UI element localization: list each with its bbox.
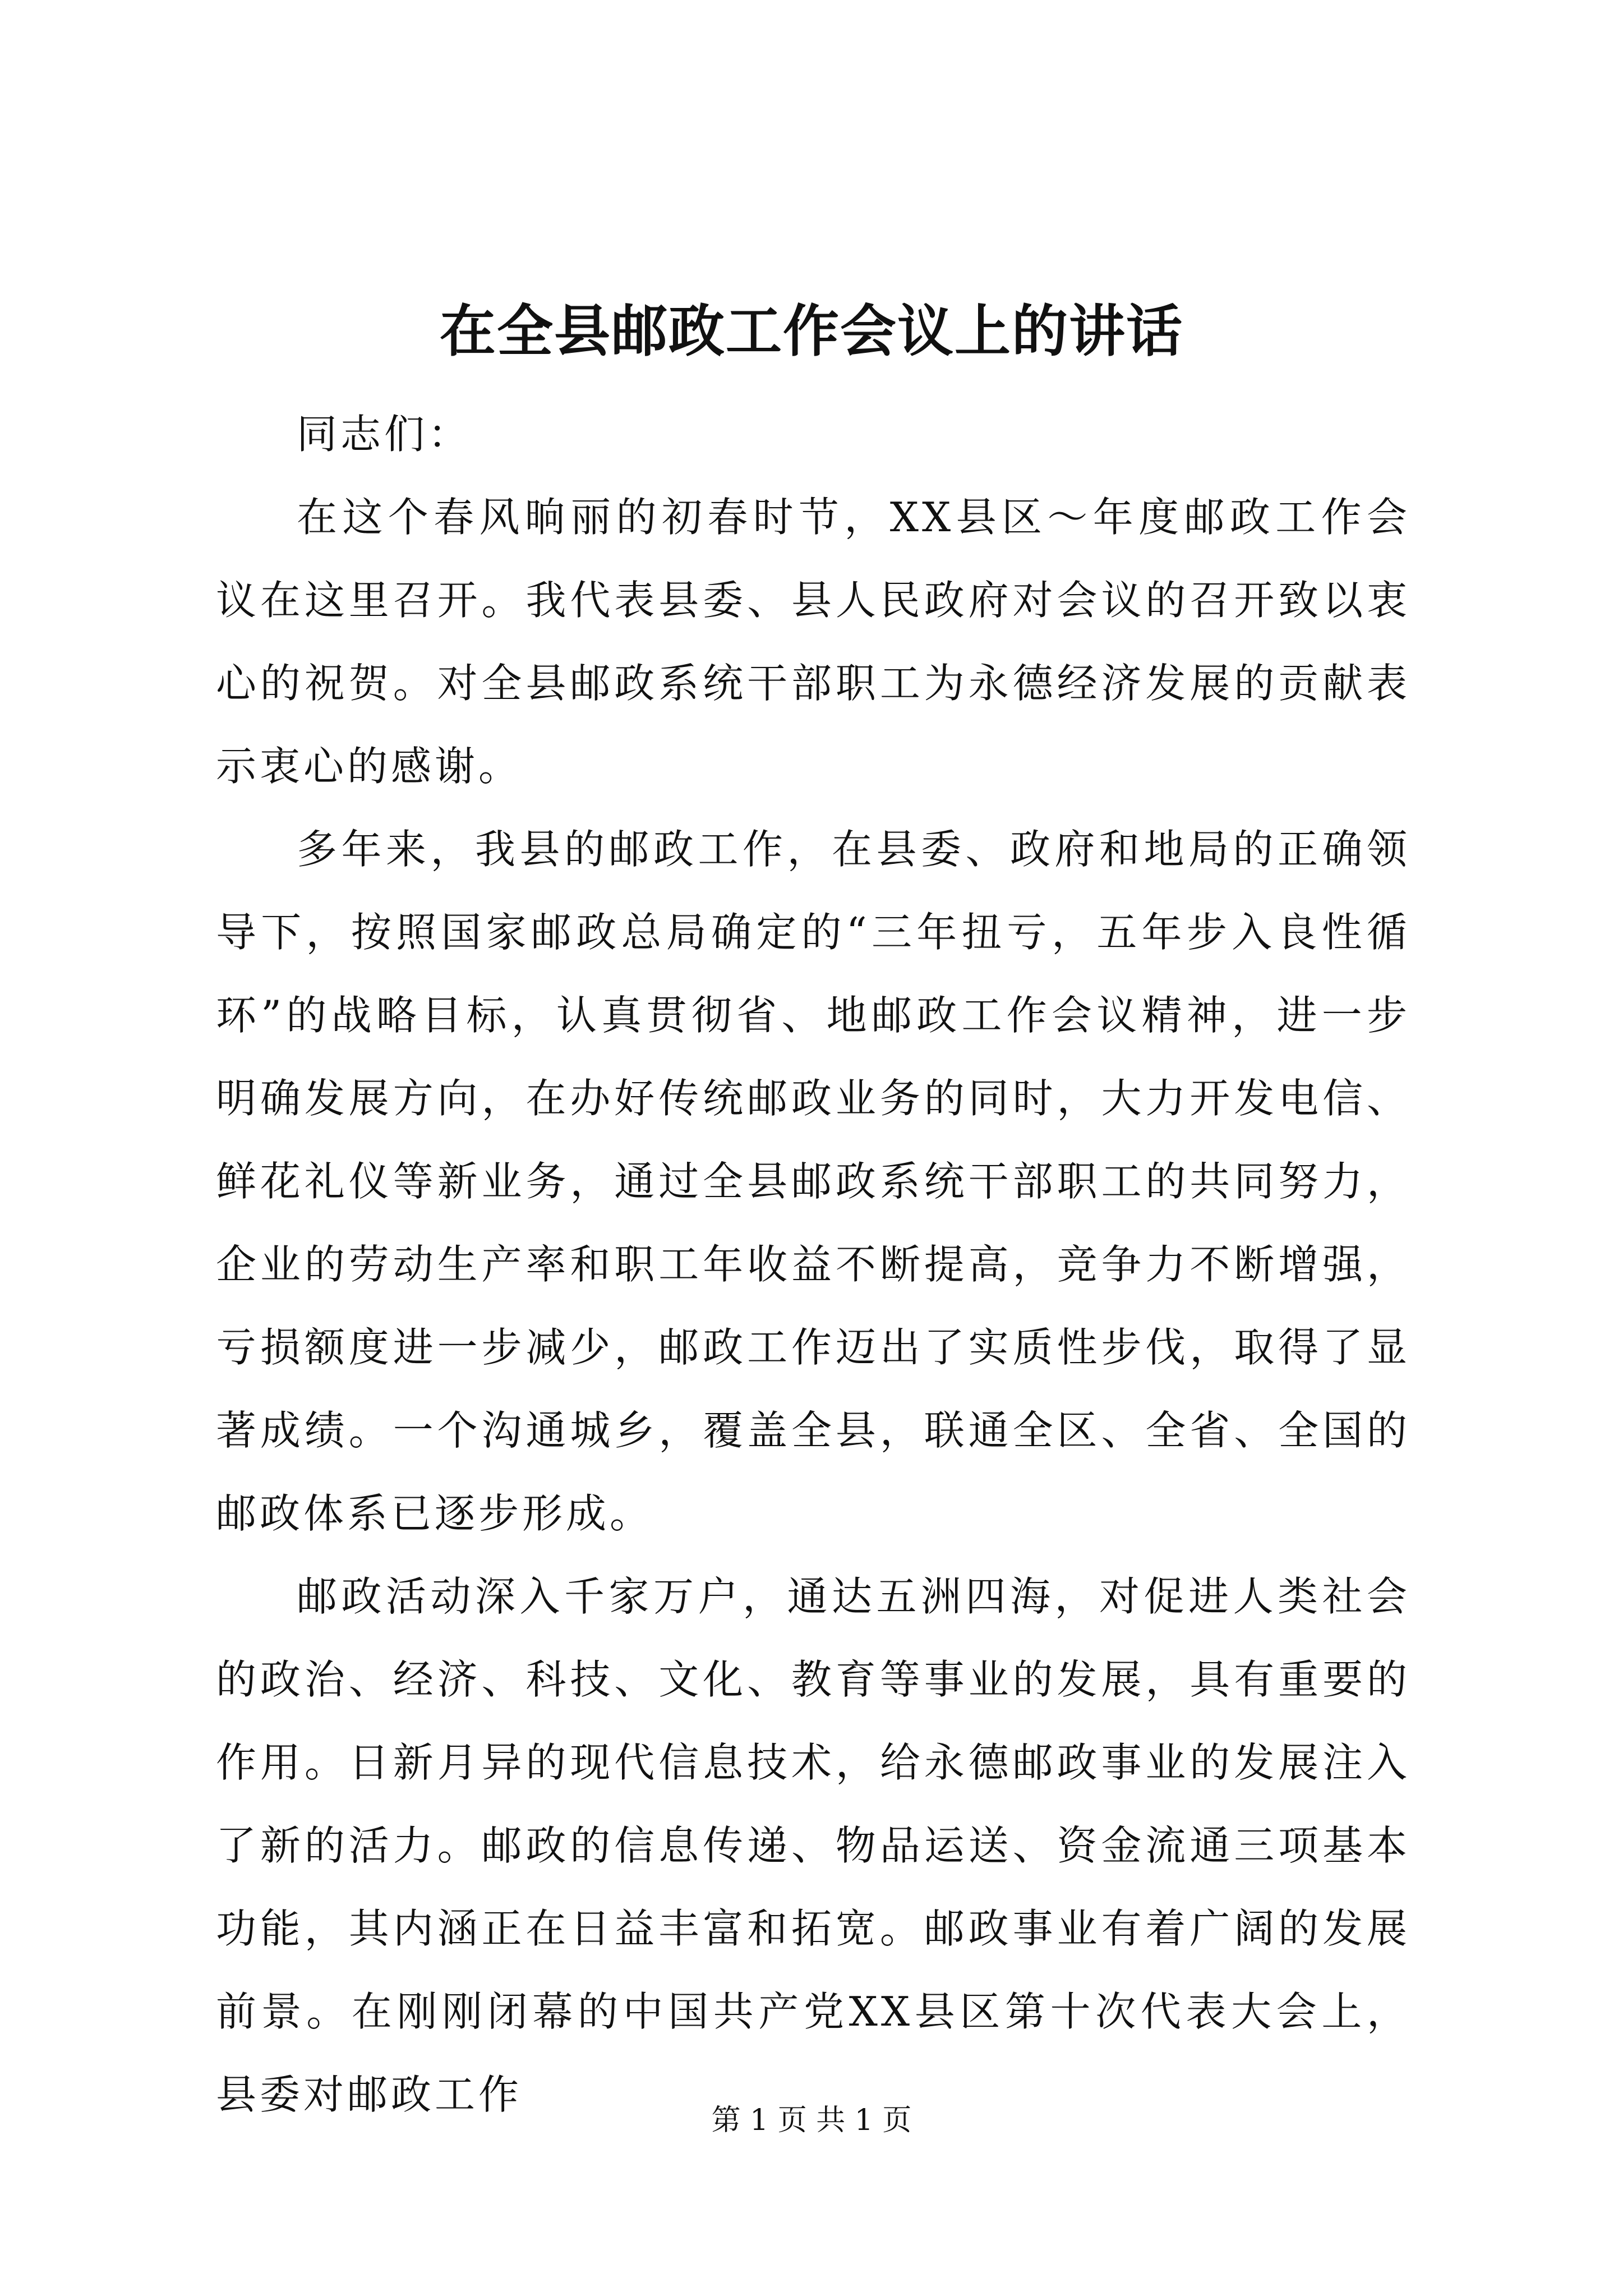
paragraph-3: 邮政活动深入千家万户，通达五洲四海，对促进人类社会的政治、经济、科技、文化、教育等事业的发展，具有重要的作用。日新月异的现代信息技术，给永德邮政事业的发展注入了新的活力。邮政的信息传递、物品运送、资金流通三项基本功能，其内涵正在日益丰富和拓宽。邮政事业有着广阔的发展前景。在刚刚闭幕的中国共产党XX县区第十次代表大会上，县委对邮政工作 (216, 1573, 1410, 2118)
page-footer: 第 1 页 共 1 页 (711, 2104, 912, 2137)
paragraph-2: 多年来，我县的邮政工作，在县委、政府和地局的正确领导下，按照国家邮政总局确定的“三年扭亏，五年步入良性循环”的战略目标，认真贯彻省、地邮政工作会议精神，进一步明确发展方向，在办好传统邮政业务的同时，大力开发电信、鲜花礼仪等新业务，通过全县邮政系统干部职工的共同努力，企业的劳动生产率和职工年收益不断提高，竞争力不断增强，亏损额度进一步减少，邮政工作迈出了实质性步伐，取得了显著成绩。一个沟通城乡，覆盖全县，联通全区、全省、全国的邮政体系已逐步形成。 (216, 826, 1410, 1537)
salutation: 同志们： (297, 411, 472, 458)
document-title: 在全县邮政工作会议上的讲话 (440, 298, 1183, 364)
document-body (216, 393, 1410, 2136)
paragraph-1: 在这个春风晌丽的初春时节，XX县区～年度邮政工作会议在这里召开。我代表县委、县人民政府对会议的召开致以衷心的祝贺。对全县邮政系统干部职工为永德经济发展的贡献表示衷心的感谢。 (216, 494, 1410, 790)
